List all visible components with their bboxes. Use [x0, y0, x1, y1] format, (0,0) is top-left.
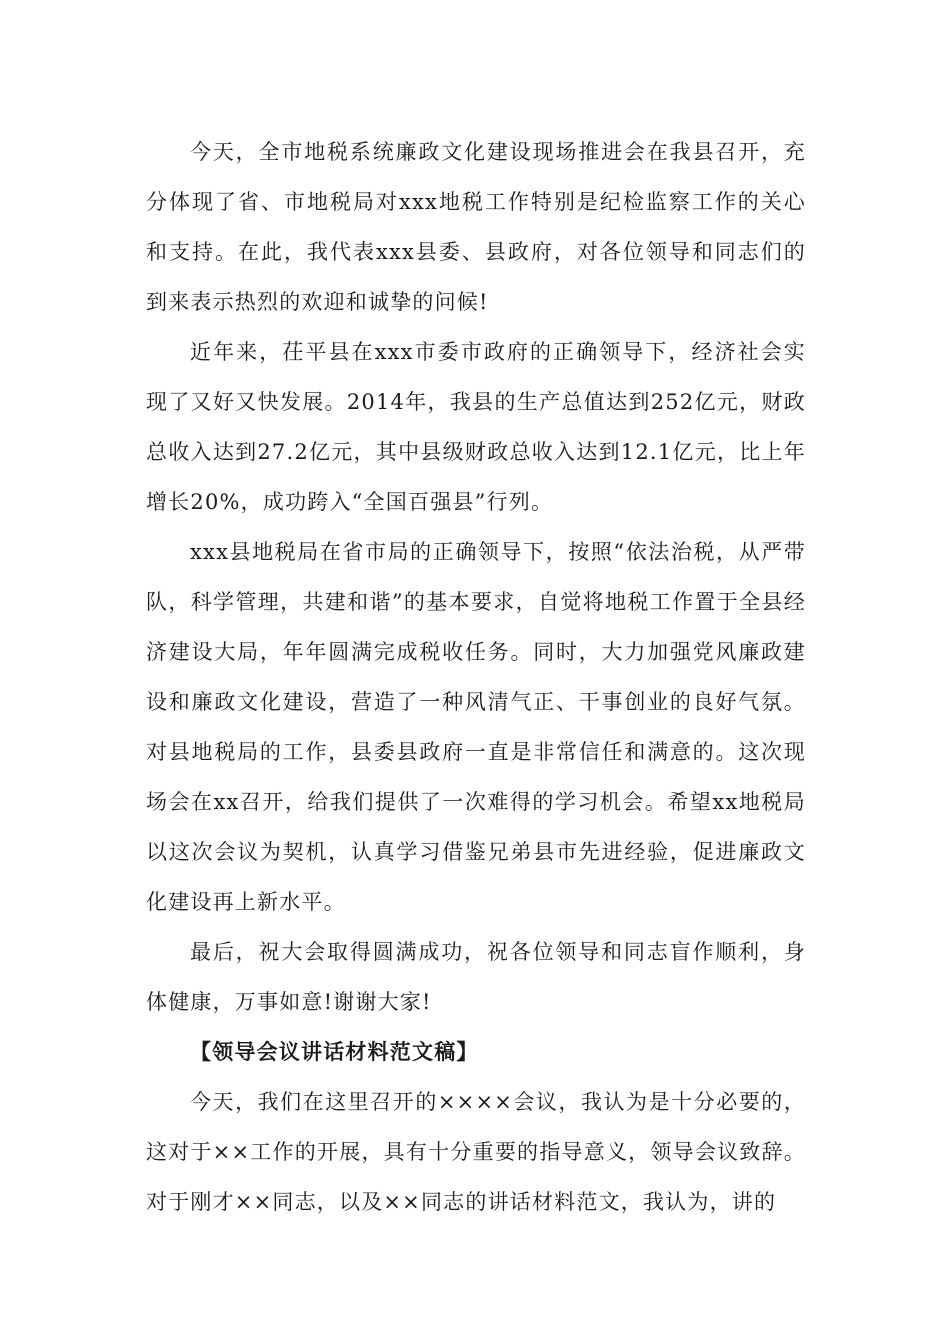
paragraph-economy: 近年来，茌平县在xxx市委市政府的正确领导下，经济社会实现了又好又快发展。2014年，我县的生产总值达到252亿元，财政总收入达到27.2亿元，其中县级财政总收入达到12.1亿元，比上年增长20%，成功跨入“全国百强县”行列。	[146, 340, 806, 514]
paragraph-tax-bureau: xxx县地税局在省市局的正确领导下，按照“依法治税，从严带队，科学管理，共建和谐”的基本要求，自觉将地税工作置于全县经济建设大局，年年圆满完成税收任务。同时，大力加强党风廉政建设和廉政文化建设，营造了一种风清气正、干事创业的良好气氛。对县地税局的工作，县委县政府一直是非常信任和满意的。这次现场会在xx召开，给我们提供了一次难得的学习机会。希望xx地税局以这次会议为契机，认真学习借鉴兄弟县市先进经验，促进廉政文化建设再上新水平。	[146, 540, 806, 914]
paragraph-speech-intro: 今天，我们在这里召开的××××会议，我认为是十分必要的，这对于××工作的开展，具有十分重要的指导意义，领导会议致辞。对于刚才××同志，以及××同志的讲话材料范文，我认为，讲的	[146, 1090, 806, 1214]
section-heading: 【领导会议讲话材料范文稿】	[190, 1039, 479, 1064]
paragraph-closing: 最后，祝大会取得圆满成功，祝各位领导和同志盲作顺利，身体健康，万事如意!谢谢大家!	[146, 940, 806, 1014]
paragraph-welcome: 今天，全市地税系统廉政文化建设现场推进会在我县召开，充分体现了省、市地税局对xxx地税工作特别是纪检监察工作的关心和支持。在此，我代表xxx县委、县政府，对各位领导和同志们的到来表示热烈的欢迎和诚挚的问候!	[146, 140, 806, 314]
document-body	[146, 127, 806, 1227]
